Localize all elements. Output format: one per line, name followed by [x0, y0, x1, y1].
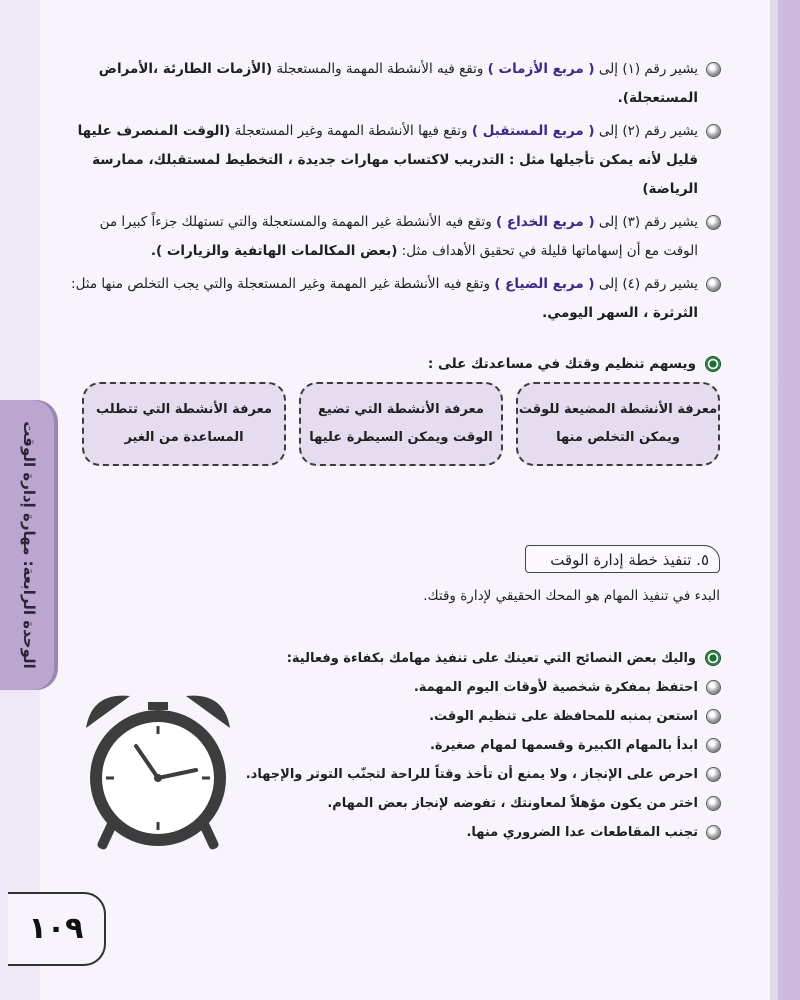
list-item: احرص على الإنجاز ، ولا يمنع أن تأخذ وقتاً للراحة لتجنّب التوتر والإجهاد. [230, 760, 720, 789]
gray-sphere-bullet-icon [707, 125, 720, 138]
quadrant-list [70, 55, 720, 379]
benefit-box: معرفة الأنشطة التي تضيع الوقت ويمكن السيطرة عليها [299, 382, 503, 466]
gray-sphere-bullet-icon [707, 739, 720, 752]
list-item: اختر من يكون مؤهلاً لمعاونتك ، تفوضه لإنجاز بعض المهام. [230, 789, 720, 818]
list-item: ابدأ بالمهام الكبيرة وقسمها لمهام صغيرة. [230, 731, 720, 760]
benefits-heading: ويسهم تنظيم وقتك في مساعدتك على : [70, 350, 720, 379]
list-item: استعن بمنبه للمحافظة على تنظيم الوقت. [230, 702, 720, 731]
gray-sphere-bullet-icon [707, 216, 720, 229]
gray-sphere-bullet-icon [707, 826, 720, 839]
list-item: يشير رقم (١) إلى ( مربع الأزمات ) وتقع فيه الأنشطة المهمة والمستعجلة (الأزمات الطارئة ،الأمراض المستعجلة). [70, 55, 720, 113]
section-5-heading: ٥. تنفيذ خطة إدارة الوقت [525, 545, 720, 573]
tips-heading: واليك بعض النصائح التي تعينك على تنفيذ مهامك بكفاءة وفعالية: [230, 644, 720, 673]
list-item: احتفظ بمفكرة شخصية لأوقات اليوم المهمة. [230, 673, 720, 702]
gray-sphere-bullet-icon [707, 797, 720, 810]
page-number: ١٠٩ [8, 892, 106, 966]
section-5-intro: البدء في تنفيذ المهام هو المحك الحقيقي لإدارة وقتك. [423, 588, 720, 604]
green-circle-bullet-icon [706, 651, 720, 665]
gray-sphere-bullet-icon [707, 63, 720, 76]
gray-sphere-bullet-icon [707, 681, 720, 694]
gray-sphere-bullet-icon [707, 278, 720, 291]
list-item: يشير رقم (٤) إلى ( مربع الضياع ) وتقع فيه الأنشطة غير المهمة وغير المستعجلة والتي يجب التخلص منها مثل: الثرثرة ، السهر اليومي. [70, 270, 720, 328]
list-item: يشير رقم (٣) إلى ( مربع الخداع ) وتقع فيه الأنشطة غير المهمة والمستعجلة والتي تستهلك جزءاً كبيرا من الوقت مع أن إسهاماتها قليلة في تحقيق الأهداف مثل: (بعض المكالمات الهاتفية والزيارات ). [70, 208, 720, 266]
green-circle-bullet-icon [706, 357, 720, 371]
alarm-clock-icon [78, 688, 238, 858]
list-item: تجنب المقاطعات عدا الضروري منها. [230, 818, 720, 847]
benefit-box: معرفة الأنشطة المضيعة للوقت ويمكن التخلص منها [516, 382, 720, 466]
unit-side-tab-label: الوحدة الرابعة: مهارة إدارة الوقت [20, 421, 38, 669]
benefits-boxes [82, 382, 720, 468]
gray-sphere-bullet-icon [707, 710, 720, 723]
gray-sphere-bullet-icon [707, 768, 720, 781]
list-item: يشير رقم (٢) إلى ( مربع المستقبل ) وتقع فيها الأنشطة المهمة وغير المستعجلة (الوقت المنصرف عليها قليل لأنه يمكن تأجيلها مثل : التدريب لاكتساب مهارات جديدة ، التخطيط لمستقبلك، ممارسة الرياضة) [70, 117, 720, 204]
tips-list [230, 644, 720, 847]
benefit-box: معرفة الأنشطة التي تتطلب المساعدة من الغير [82, 382, 286, 466]
